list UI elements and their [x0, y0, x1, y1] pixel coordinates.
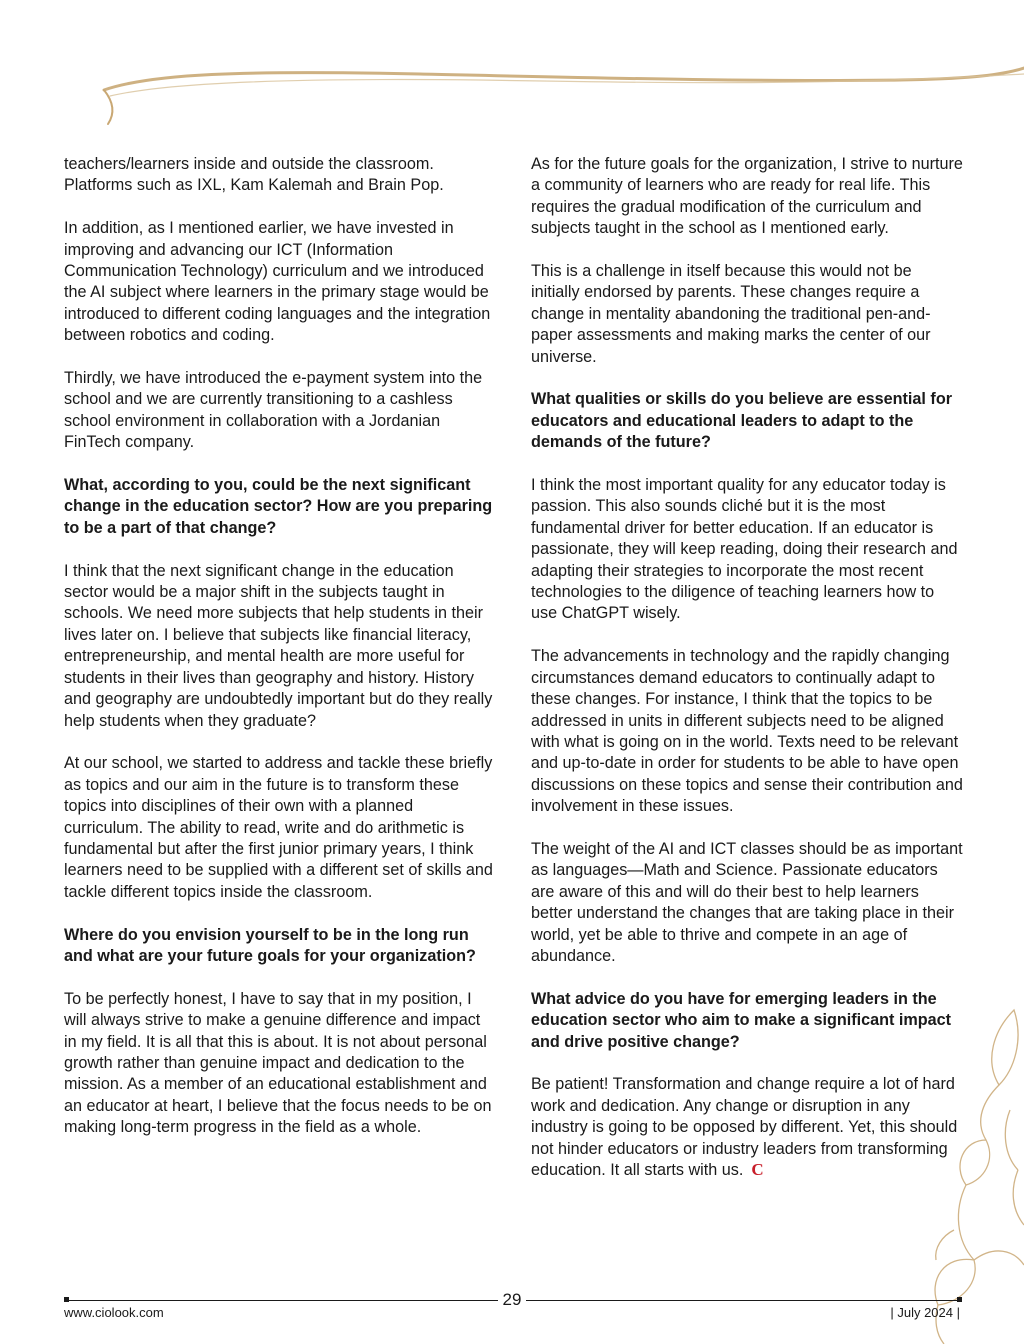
body-paragraph: [531, 1074, 963, 1181]
paragraph-text: What qualities or skills do you believe are essential for educators and educational leaders to adapt to the demands of the future?: [531, 390, 953, 452]
paragraph-text: This is a challenge in itself because this would not be initially endorsed by parents. These changes require a change in mentality abandoning the traditional pen-and-paper assessments and making marks the center of our universe.: [531, 262, 931, 366]
paragraph-text: Where do you envision yourself to be in the long run and what are your future goals for your organization?: [64, 925, 476, 965]
paragraph-text: I think that the next significant change in the education sector would be a major shift in the subjects taught in schools. We need more subjects that help students in their lives later on. I believe that subjects like financial literacy, entrepreneurship, and mental health are more useful for students in their lives than geography and history. History and geography are undoubtedly important but do they really help students when they graduate?: [64, 561, 493, 730]
paragraph-text: I think the most important quality for any educator today is passion. This also sounds cliché but it is the most fundamental driver for better education. If an educator is passionate, they will keep reading, doing their research and adapting their strategies to incorporate the most recent technologies to the diligence of teaching learners how to use ChatGPT wisely.: [531, 476, 958, 623]
body-paragraph: [64, 989, 496, 1139]
paragraph-text: In addition, as I mentioned earlier, we have invested in improving and advancing our ICT (Information Communication Technology) curriculum and we introduced the AI subject where learners in the primary stage would be introduced to different coding languages and the integration between robotics and coding.: [64, 219, 491, 345]
paragraph-text: teachers/learners inside and outside the classroom. Platforms such as IXL, Kam Kalemah and Brain Pop.: [64, 155, 444, 195]
article-column-left: [64, 154, 496, 1160]
footer-rule-endpoint: [957, 1297, 962, 1302]
body-paragraph: [531, 475, 963, 625]
paragraph-text: As for the future goals for the organization, I strive to nurture a community of learners who are ready for real life. This requires the gradual modification of the curriculum and subjects taught in the school as I mentioned early.: [531, 155, 963, 238]
body-paragraph: [64, 368, 496, 454]
paragraph-text: The weight of the AI and ICT classes should be as important as languages—Math and Science. Passionate educators are aware of this and will do their best to help learners better understand the changes that are taking place in their world, yet be able to thrive and compete in an age of abundance.: [531, 839, 963, 965]
body-paragraph: [64, 753, 496, 903]
body-paragraph: [64, 561, 496, 732]
footer-issue-date: | July 2024 |: [890, 1305, 960, 1320]
paragraph-text: What, according to you, could be the next significant change in the education sector? How are you preparing to be a part of that change?: [64, 476, 493, 537]
body-paragraph: [531, 154, 963, 240]
paragraph-text: At our school, we started to address and tackle these briefly as topics and our aim in the future is to transform these topics into disciplines of their own with a planned curriculum. The ability to read, write and do arithmetic is fundamental but after the first junior primary years, I think learners need to be supplied with a different set of skills and tackle different topics inside the classroom.: [64, 754, 493, 901]
body-paragraph: [531, 646, 963, 817]
body-paragraph: [64, 154, 496, 197]
page-number: 29: [498, 1290, 526, 1310]
paragraph-text: The advancements in technology and the rapidly changing circumstances demand educators to continually adapt to these changes. For instance, I think that the topics to be addressed in units in different subjects need to be aligned with what is going on in the world. Texts need to be relevant and up-to-date in order for students to be able to have open discussions on these topics and sense their contribution and involvement in these issues.: [531, 647, 963, 816]
paragraph-text: Be patient! Transformation and change require a lot of hard work and dedication. Any change or disruption in any industry is going to be opposed by different. Yet, this should not hinder educators or industry leaders from transforming education. It all starts with us.: [531, 1075, 958, 1179]
footer-website: www.ciolook.com: [64, 1305, 164, 1320]
body-paragraph: [531, 261, 963, 368]
article-end-mark-icon: C: [751, 1159, 764, 1179]
interview-question: [531, 389, 963, 453]
footer-rule-endpoint: [64, 1297, 69, 1302]
gold-brush-stroke-ornament: [0, 30, 1024, 130]
paragraph-text: To be perfectly honest, I have to say that in my position, I will always strive to make a genuine difference and impact in my field. It is all that this is about. It is not about personal growth rather than genuine impact and dedication to the mission. As a member of an educational establishment and an educator at heart, I believe that the focus needs to be on making long-term progress in the field as a whole.: [64, 989, 492, 1137]
body-paragraph: [64, 218, 496, 346]
paragraph-text: Thirdly, we have introduced the e-payment system into the school and we are currently transitioning to a cashless school environment in collaboration with a Jordanian FinTech company.: [64, 369, 483, 452]
interview-question: [531, 989, 963, 1053]
paragraph-text: What advice do you have for emerging leaders in the education sector who aim to make a significant impact and drive positive change?: [531, 989, 952, 1051]
interview-question: [64, 475, 496, 539]
interview-question: [64, 925, 496, 968]
body-paragraph: [531, 839, 963, 967]
article-column-right: [531, 154, 963, 1203]
